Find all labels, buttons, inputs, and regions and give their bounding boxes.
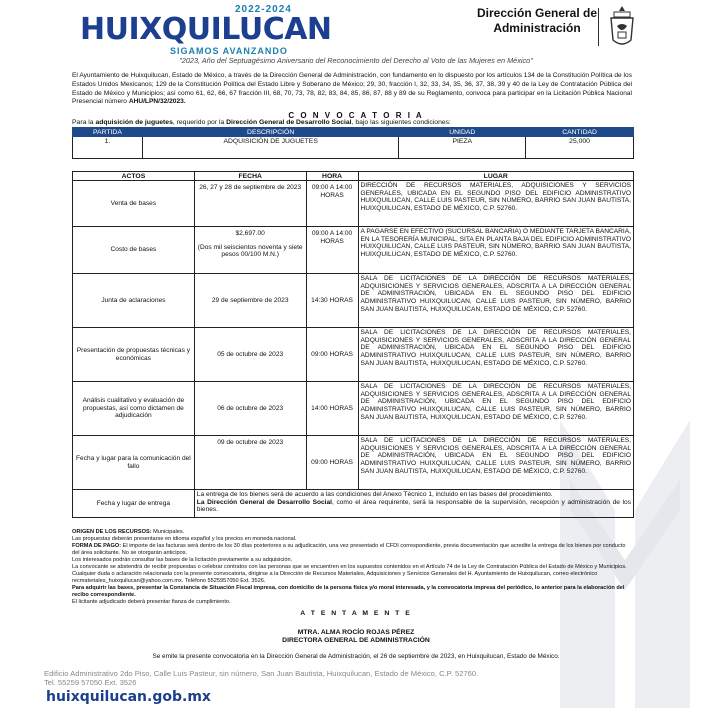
cell-hora: 09:00 HORAS [306,328,358,382]
note-5: El licitante adjudicado deberá presentar fianza de cumplimiento. [72,599,231,605]
cell-fecha-amount: $2,697.00 [235,230,265,237]
items-table-header [73,128,634,137]
website-link[interactable]: huixquilucan.gob.mx [46,689,211,705]
cell-hora: 09:00 A 14:00 HORAS [306,181,358,227]
municipal-logo [80,4,340,60]
intro-text: El Ayuntamiento de Huixquilucan, Estado de México, a través de la Dirección General de Administración, con fundamento en lo dispuesto por los artículos 134 de la Constitución Política de los Estados Unidos Mexicanos; 129 de la Constitución Política del Estado Libre y Soberano de México; 29, 30, fracción I, 32, 33, 34, 35, 36, 37, 38, 39 y 40 de la Ley de Contratación Pública del Estado de México y Municipios; así como 61, 62, 66, 67 fracción III, 68, 70, 73, 78, 82, 83, 84, 85, 86, 87, 88 y 89 de su Reglamento, convoca para participar en la Licitación Pública Nacional Presencial número [72,72,632,106]
cell-fecha: 06 de octubre de 2023 [194,382,306,436]
footer-phone: Tel. 55259 57050 Ext. 3526 [44,678,137,687]
note-1: Las propuestas deberán presentarse en idioma español y los precios en moneda nacional. [72,536,297,542]
cell-fecha: 26, 27 y 28 de septiembre de 2023 [194,181,306,227]
forma-value: El importe de las facturas será dentro de los 30 días posteriores a su adjudicación, una vez presentado el CFDI correspondiente, previa documentación que acredite la entrega de los bienes por conducto del área solicitante. No se otorgarán anticipos. [72,543,626,556]
cell-lugar: SALA DE LICITACIONES DE LA DIRECCIÓN DE RECURSOS MATERIALES, ADQUISICIONES Y SERVICIOS GENERALES, ADSCRITA A LA DIRECCIÓN GENERAL DE ADMINISTRACIÓN, UBICADA EN EL SEGUNDO PISO DEL EDIFICIO ADMINISTRATIVO HUIXQUILUCAN, CALLE LUIS PASTEUR, SIN NÚMERO, BARRIO SAN JUAN BAUTISTA, HUIXQUILUCAN, ESTADO DE MÉXICO, C.P. 52760. [358,436,633,490]
header-descripcion: DESCRIPCIÓN [142,128,398,137]
signer-name: MTRA. ALMA ROCÍO ROJAS PÉREZ [297,628,415,636]
cell-lugar: SALA DE LICITACIONES DE LA DIRECCIÓN DE RECURSOS MATERIALES, ADQUISICIONES Y SERVICIOS GENERALES, ADSCRITA A LA DIRECCIÓN GENERAL DE ADMINISTRACIÓN, UBICADA EN EL SEGUNDO PISO DEL EDIFICIO ADMINISTRATIVO HUIXQUILUCAN, CALLE LUIS PASTEUR, SIN NÚMERO, BARRIO SAN JUAN BAUTISTA, HUIXQUILUCAN, ESTADO DE MÉXICO, C.P. 52760. [358,382,633,436]
desc-requester: Dirección General de Desarrollo Social [226,119,352,126]
cell-lugar: SALA DE LICITACIONES DE LA DIRECCIÓN DE RECURSOS MATERIALES, ADQUISICIONES Y SERVICIOS GENERALES, ADSCRITA A LA DIRECCIÓN GENERAL DE ADMINISTRACIÓN, UBICADA EN EL SEGUNDO PISO DEL EDIFICIO ADMINISTRATIVO HUIXQUILUCAN, CALLE LUIS PASTEUR, SIN NÚMERO, BARRIO SAN JUAN BAUTISTA, HUIXQUILUCAN, ESTADO DE MÉXICO, C.P. 52760. [358,328,633,382]
signature-block [0,610,712,646]
footer-address: Edificio Administrativo 2do Piso, Calle Luis Pasteur, sin número, San Juan Bautista, Huixquilucan, Estado de México, C.P. 52760. [44,669,479,678]
cell-descripcion: ADQUISICIÓN DE JUGUETES [142,137,398,159]
logo-years: 2022-2024 [235,4,292,15]
note-4 [72,585,632,599]
cell-entrega-details [194,490,633,518]
intro-paragraph [72,72,632,107]
cell-lugar: A PAGARSE EN EFECTIVO (SUCURSAL BANCARIA) O MEDIANTE TARJETA BANCARIA, EN LA TESORERÍA MUNICIPAL, SITA EN PLANTA BAJA DEL EDIFICIO ADMINISTRATIVO HUIXQUILUCAN, CALLE LUIS PASTEUR, SIN NÚMERO, BARRIO SAN JUAN BAUTISTA, HUIXQUILUCAN, ESTADO DE MÉXICO, C.P. 52760. [358,227,633,274]
cell-acto: Junta de aclaraciones [73,274,195,328]
cell-lugar: DIRECCIÓN DE RECURSOS MATERIALES, ADQUISICIONES Y SERVICIOS GENERALES, UBICADA EN EL SEGUNDO PISO DEL EDIFICIO ADMINISTRATIVO HUIXQUILUCAN, CALLE LUIS PASTEUR, SIN NÚMERO, BARRIO SAN JUAN BAUTISTA, HUIXQUILUCAN, ESTADO DE MÉXICO, C.P. 52760. [358,181,633,227]
header-hora: HORA [306,172,358,181]
desc-post: , bajo las siguientes condiciones: [351,119,451,126]
items-table [72,127,634,159]
table-row [73,382,634,436]
cell-hora: 14:00 HORAS [306,382,358,436]
cell-fecha: 29 de septiembre de 2023 [194,274,306,328]
note-forma-pago [72,543,632,557]
cell-cantidad: 25,000 [526,137,634,159]
convocatoria-title: C O N V O C A T O R I A [288,111,424,120]
cell-acto: Análisis cualitativo y evaluación de propuestas, así como dictamen de adjudicación [73,382,195,436]
issue-statement: Se emite la presente convocatoria en la Dirección General de Administración, el 26 de septiembre de 2023, en Huixquilucan, Estado de México. [152,653,560,660]
desc-subject: adquisición de juguetes [95,119,173,126]
forma-label: FORMA DE PAGO: [72,543,122,549]
cell-acto: Venta de bases [73,181,195,227]
cell-hora: 14:30 HORAS [306,274,358,328]
header-unidad: UNIDAD [399,128,526,137]
convocatoria-description [72,119,632,126]
header-lugar: LUGAR [358,172,633,181]
cell-fecha [194,227,306,274]
acts-table [72,171,634,518]
entrega-line-2 [197,499,631,514]
desc-pre: Para la [72,119,96,126]
licitacion-number: AHU/LPN/32/2023. [128,98,186,106]
footer-address-block [44,669,604,687]
cell-hora: 09:00 A 14:00 HORAS [306,227,358,274]
header-cantidad: CANTIDAD [526,128,634,137]
header-partida: PARTIDA [73,128,143,137]
header-divider [598,8,599,46]
atentamente: A T E N T A M E N T E [300,610,412,617]
municipal-seal-icon [605,4,639,50]
notes-section [72,529,632,606]
cell-fecha: 05 de octubre de 2023 [194,328,306,382]
cell-hora: 09:00 HORAS [306,436,358,490]
acts-table-header [73,172,634,181]
origen-value: Municipales. [151,529,185,535]
year-motto: "2023, Año del Septuagésimo Aniversario del Reconocimiento del Derecho al Voto de las Mujeres en México" [179,56,533,65]
cell-fecha: 09 de octubre de 2023 [194,436,306,490]
cell-acto: Fecha y lugar de entrega [73,490,195,518]
cell-acto: Presentación de propuestas técnicas y económicas [73,328,195,382]
cell-acto: Costo de bases [73,227,195,274]
cell-lugar: SALA DE LICITACIONES DE LA DIRECCIÓN DE RECURSOS MATERIALES, ADQUISICIONES Y SERVICIOS GENERALES, ADSCRITA A LA DIRECCIÓN GENERAL DE ADMINISTRACIÓN, UBICADA EN EL SEGUNDO PISO DEL EDIFICIO ADMINISTRATIVO HUIXQUILUCAN, CALLE LUIS PASTEUR, SIN NÚMERO, BARRIO SAN JUAN BAUTISTA, HUIXQUILUCAN, ESTADO DE MÉXICO, C.P. 52760. [358,274,633,328]
table-row [73,227,634,274]
header-fecha: FECHA [194,172,306,181]
cell-unidad: PIEZA [399,137,526,159]
table-row [73,181,634,227]
note-origen [72,529,632,536]
cell-acto: Fecha y lugar para la comunicación del fallo [73,436,195,490]
note-3: La convocante se abstendrá de recibir propuestas o celebrar contratos con las personas que se encuentren en los supuestos contenidos en el Artículo 74 de la Ley de Contratación Pública del Estado de México y Municipios. Cualquier duda o aclaración relacionada con la presente convocatoria, dirigirse a la Dirección de Recursos Materiales, Adquisiciones y Servicios Generales del H. Ayuntamiento de Huixquilucan, correo electrónico recmateriales_huixquilucan@yahoo.com.mx. Teléfono 5525957050 Ext. 3526. [72,564,627,584]
header-actos: ACTOS [73,172,195,181]
entrega-rest: , como el área requirente, será la responsable de la supervisión, recepción y administración de los bienes. [196,498,631,514]
header-direction-title: Dirección General de Administración [476,6,598,35]
cell-partida: 1. [73,137,143,159]
table-row [73,328,634,382]
signer-role: DIRECTORA GENERAL DE ADMINISTRACIÓN [282,637,430,644]
table-row [73,490,634,518]
table-row [73,137,634,159]
logo-wordmark: HUIXQUILUCAN [80,12,332,47]
note-4-bold: Para adquirir las bases, presentar la Constancia de Situación Fiscal impresa, con domicilio de la persona física y/o moral interesada, y la convocatoria impresa del periódico, lo anterior para la elaboración del recibo correspondiente. [72,585,625,598]
entrega-responsible: La Dirección General de Desarrollo Social [196,498,332,506]
table-row [73,274,634,328]
entrega-line-1: La entrega de los bienes será de acuerdo a las condiciones del Anexo Técnico 1, incluido en las bases del procedimiento. [196,491,553,498]
table-row [73,436,634,490]
logo-slogan: SIGAMOS AVANZANDO [170,46,288,56]
cell-fecha-amount-words: (Dos mil seiscientos noventa y siete pesos 00/100 M.N.) [197,243,303,259]
note-2: Los interesados podrán consultar las bases de la licitación previamente a su adquisición. [72,557,293,563]
desc-mid: , requerido por la [172,119,227,126]
origen-label: ORIGEN DE LOS RECURSOS: [72,529,152,535]
